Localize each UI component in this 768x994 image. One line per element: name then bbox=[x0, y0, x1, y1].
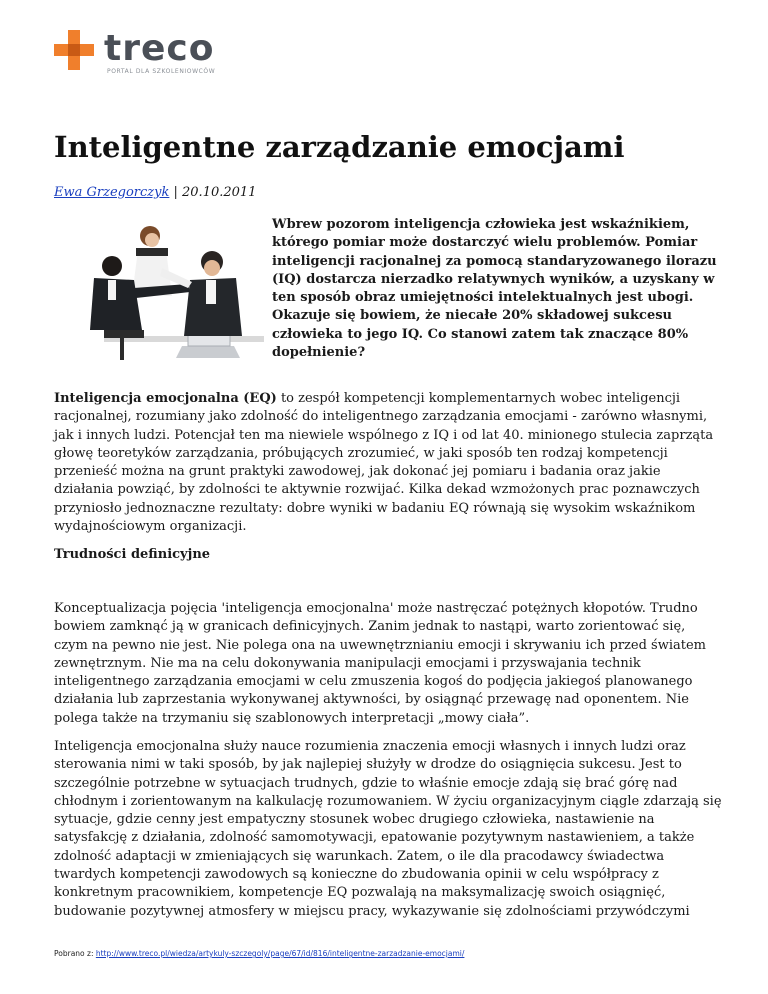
author-link[interactable]: Ewa Grzegorczyk bbox=[54, 185, 170, 200]
treco-logo bbox=[54, 30, 224, 80]
logo-tagline: PORTAL DLA SZKOLENIOWCÓW bbox=[107, 68, 216, 75]
source-footer bbox=[54, 949, 464, 958]
paragraph-eq-text: to zespół kompetencji komplementarnych wobec inteligencji racjonalnej, rozumiany jako zdolność do inteligentnego zarządzania emocjami - zarówno własnymi, jak i innych ludzi. Potencjał ten ma niewiele wspólnego z IQ i od lat 40. minionego stulecia zaprząta głowę teoretyków zarządzania, próbujących zrozumieć, w jaki sposób ten rodzaj kompetencji przenieść można na grunt praktyki zawodowej, jak dokonać jej pomiaru i badania oraz jakie działania powziąć, by zdolności te aktywnie rozwijać. Kilka dekad wzmożonych prac poznawczych przyniosło jednoznaczne rezultaty: dobre wyniki w badaniu EQ równają się wysokim wskaźnikom wydajnościowym organizacji. bbox=[54, 391, 714, 535]
paragraph-eq bbox=[54, 390, 722, 536]
paragraph-definitions: Konceptualizacja pojęcia 'inteligencja emocjonalna' może nastręczać potężnych kłopotów. Trudno bowiem zamknąć ją w granicach definicyjnych. Zanim jednak to nastąpi, warto zorientować się, czym na pewno nie jest. Nie polega ona na uwewnętrznianiu emocji i skrywaniu ich przed światem zewnętrznym. Nie ma na celu dokonywania manipulacji emocjami i przyswajania technik inteligentnego zarządzania emocjami w celu zmuszenia kogoś do podjęcia jakiegoś planowanego działania lub zaprzestania wykonywanej aktywności, by osiągnąć przewagę nad oponentem. Nie polega także na trzymaniu się szablonowych interpretacji „mowy ciała”. bbox=[54, 601, 706, 726]
section-heading: Trudności definicyjne bbox=[54, 547, 211, 562]
article-title: Inteligentne zarządzanie emocjami bbox=[54, 130, 625, 164]
footer-label: Pobrano z: bbox=[54, 949, 96, 958]
treco-cross-icon bbox=[54, 30, 94, 70]
meta-separator: | bbox=[169, 185, 183, 200]
source-link[interactable]: http://www.treco.pl/wiedza/artykuly-szczegoly/page/67/id/816/inteligentne-zarzadzanie-emocjami/ bbox=[95, 949, 465, 958]
logo-brand: treco bbox=[104, 28, 215, 69]
article-meta bbox=[54, 185, 256, 200]
office-argument-photo bbox=[84, 218, 264, 366]
paragraph-purpose: Inteligencja emocjonalna służy nauce rozumienia znaczenia emocji własnych i innych ludzi oraz sterowania nimi w taki sposób, by jak najlepiej służyły w drodze do osiągnięcia sukcesu. Jest to szczególnie potrzebne w sytuacjach trudnych, gdzie to właśnie emocje zdają się brać górę nad chłodnym i zorientowanym na kalkulację rozumowaniem. W życiu organizacyjnym ciągle zdarzają się sytuacje, gdzie cenny jest empatyczny stosunek wobec drugiego człowieka, nastawienie na satysfakcję z działania, zdolność samomotywacji, epatowanie pozytywnym nastawieniem, a także zdolność adaptacji w zmieniających się warunkach. Zatem, o ile dla pracodawcy świadectwa twardych kompetencji zawodowych są konieczne do zbudowania opinii w celu współpracy z konkretnym pracownikiem, kompetencje EQ pozwalają na maksymalizację swoich osiągnięć, budowanie pozytywnej atmosfery w miejscu pracy, wykazywanie się zdolnościami przywódczymi bbox=[54, 739, 722, 919]
article-date: 20.10.2011 bbox=[182, 185, 257, 200]
eq-term: Inteligencja emocjonalna (EQ) bbox=[54, 391, 277, 406]
article-lead: Wbrew pozorom inteligencja człowieka jest wskaźnikiem, którego pomiar może dostarczyć wielu problemów. Pomiar inteligencji racjonalnej za pomocą standaryzowanego ilorazu (IQ) dostarcza nierzadko relatywnych wyników, a uzyskany w ten sposób obraz umiejętności intelektualnych jest ubogi. Okazuje się bowiem, że niecałe 20% składowej sukcesu człowieka to jego IQ. Co stanowi zatem tak znaczące 80% dopełnienie? bbox=[272, 217, 717, 361]
